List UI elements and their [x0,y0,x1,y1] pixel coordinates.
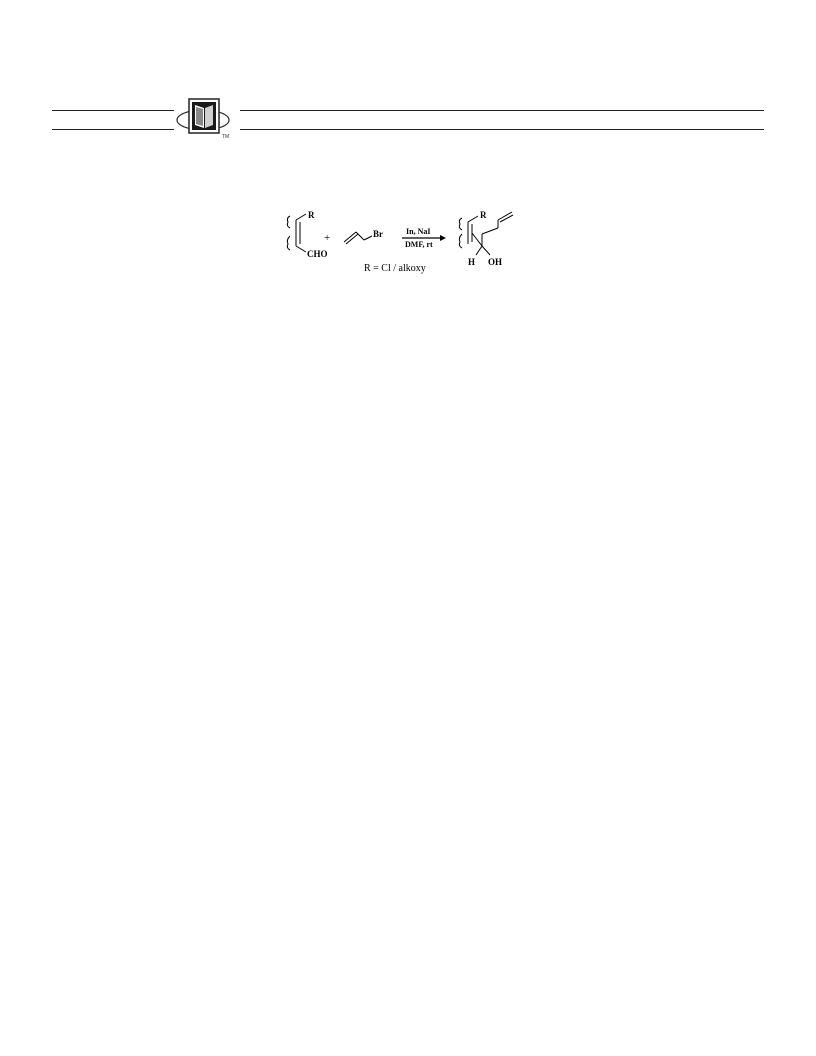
conditions-top: In, NaI [406,227,431,236]
plus-sign: + [324,232,331,244]
reactant1-aldehyde-group: CHO [307,249,328,259]
reaction-arrowhead [440,235,446,241]
reaction-scheme [276,206,546,286]
product-hydroxyl-label: OH [488,257,503,267]
product-substituent: R [480,210,487,220]
conditions-bottom: DMF, rt [405,240,433,249]
reactant-aldehyde [287,214,306,252]
reactant-allyl-bromide [344,232,372,244]
header-rule-top-left [52,110,174,111]
reactant2-bromine: Br [373,229,383,239]
header-rule-top-right [240,110,764,111]
trademark-label: TM [222,134,230,140]
reactant1-substituent: R [308,210,315,220]
product-hydrogen-label: H [468,257,476,267]
header-rule-bottom-right [240,129,764,130]
publisher-logo-icon [170,94,244,140]
header-rule-bottom-left [52,129,174,130]
r-definition: R = Cl / alkoxy [364,263,426,274]
